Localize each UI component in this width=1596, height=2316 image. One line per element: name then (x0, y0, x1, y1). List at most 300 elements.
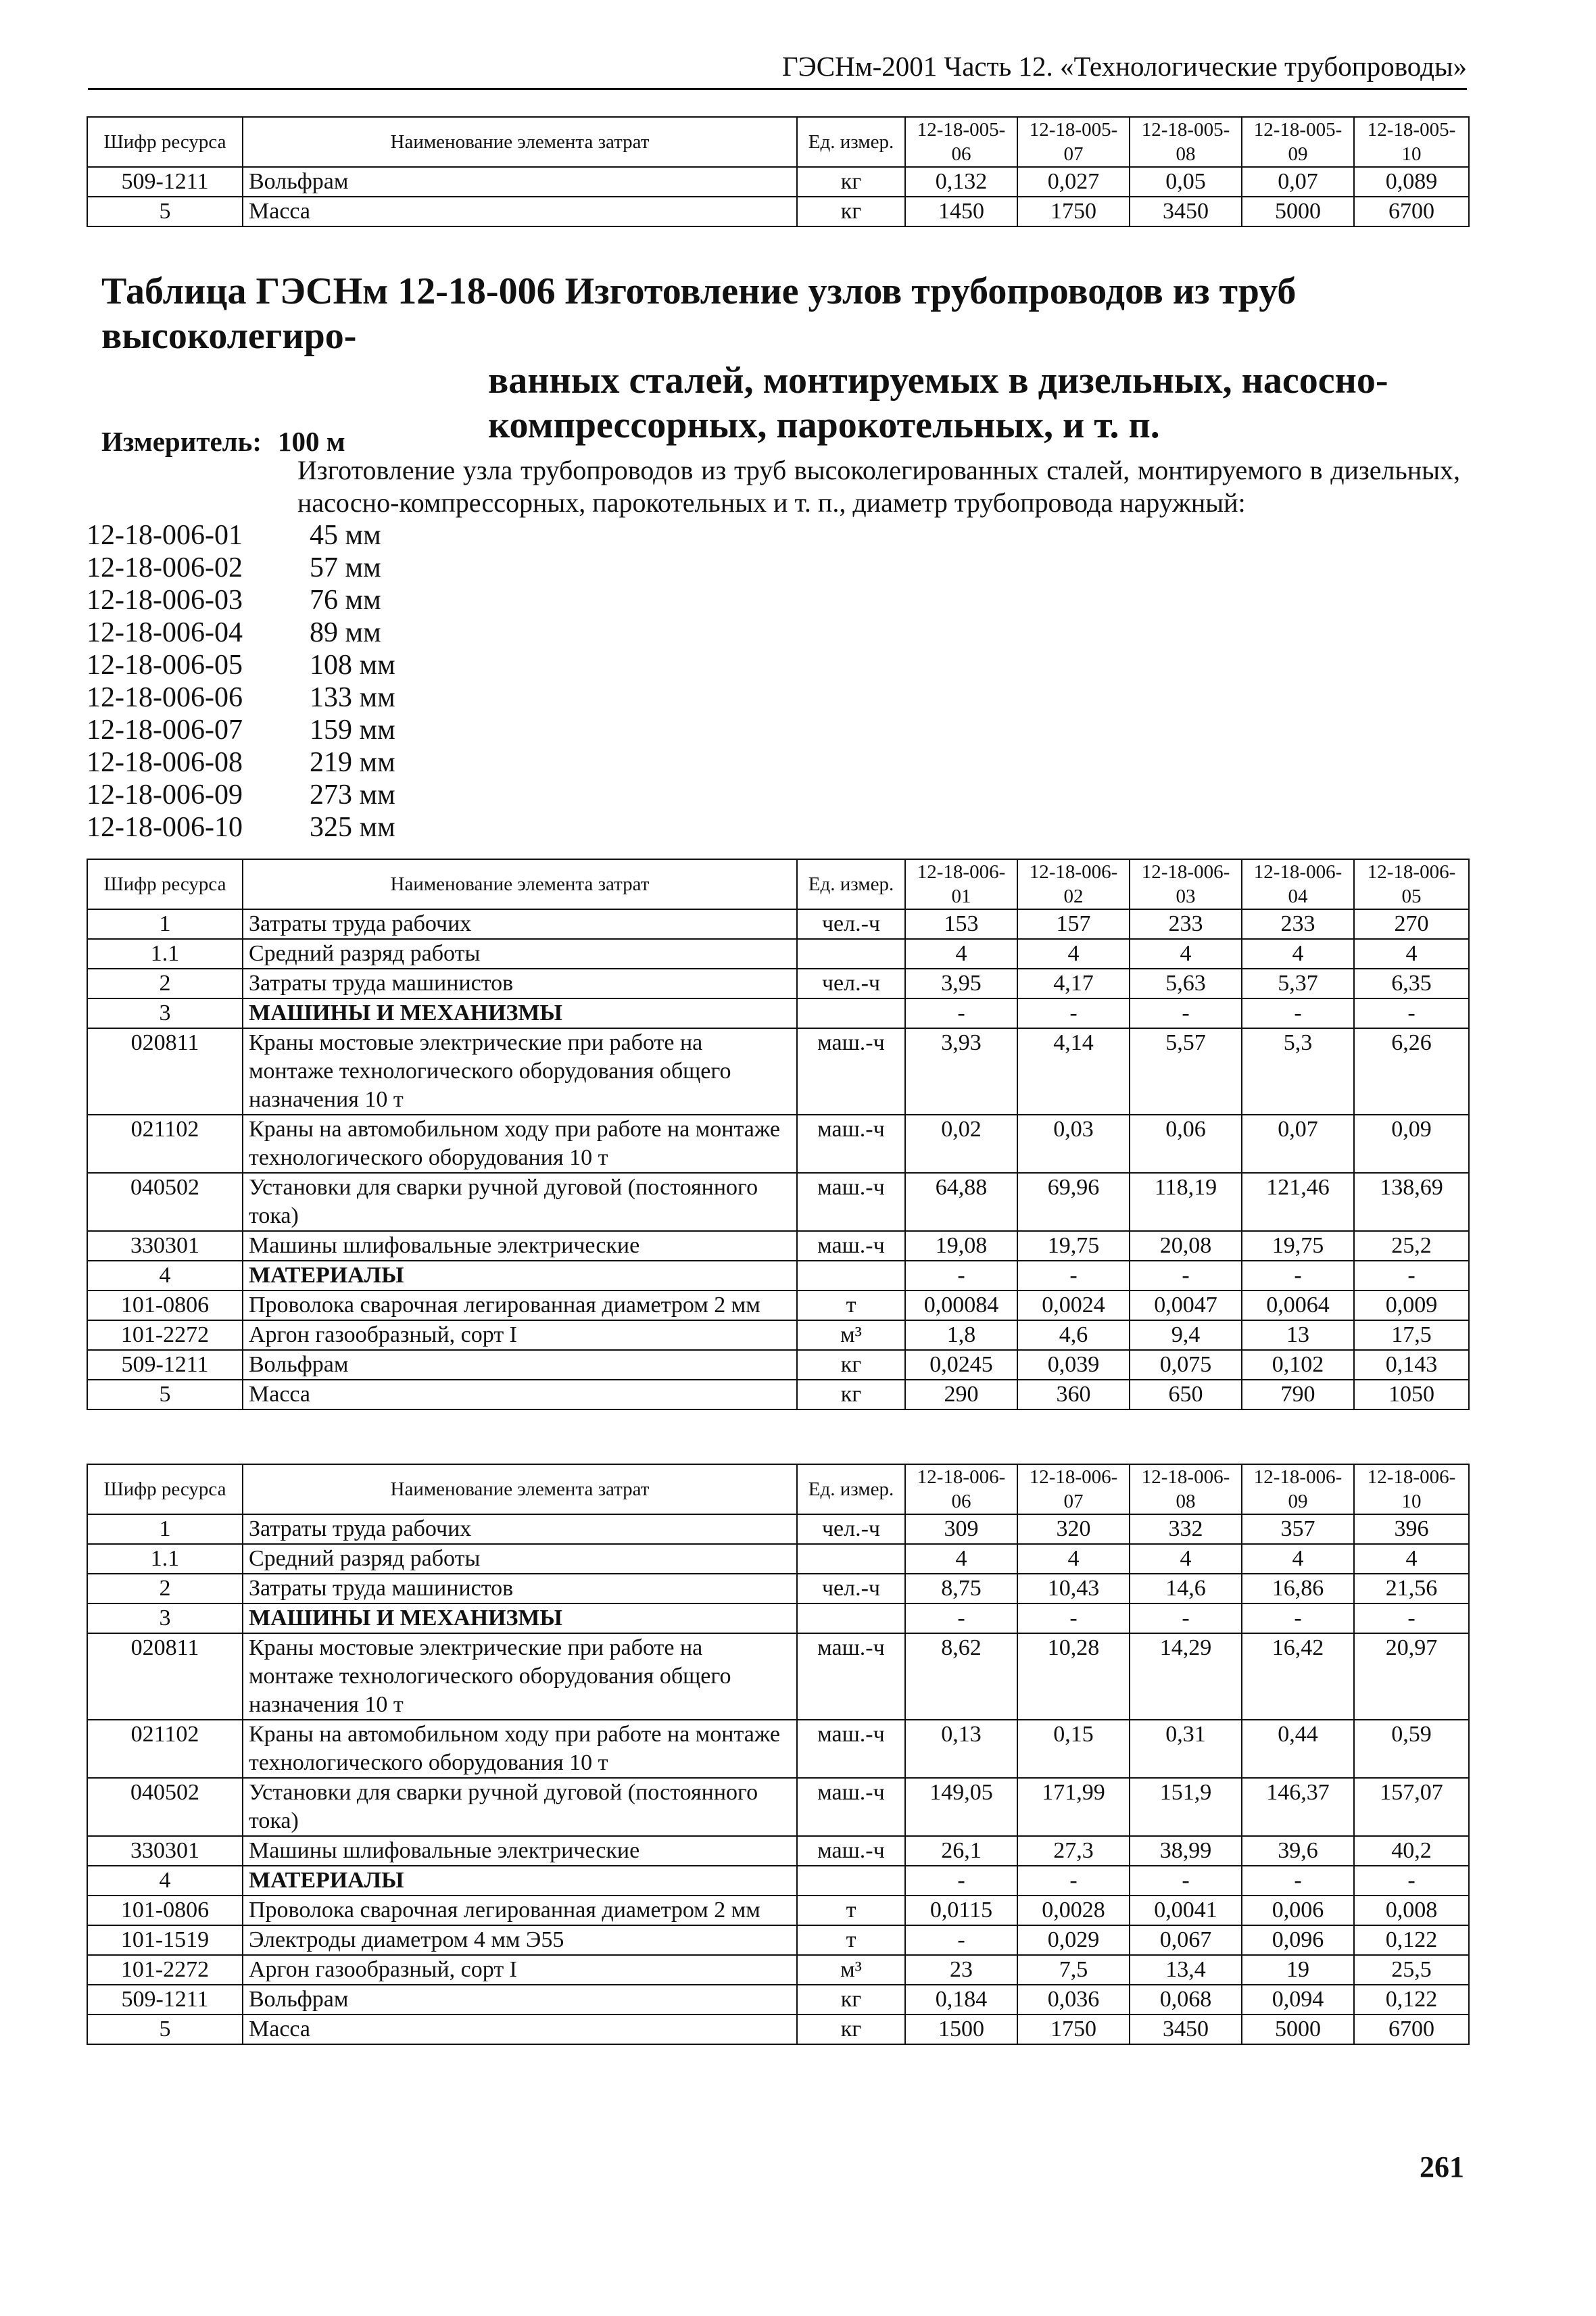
col-header-variant: 12-18-005-07 (1017, 117, 1130, 167)
resource-value: 17,5 (1354, 1320, 1469, 1350)
resource-name: МАШИНЫ И МЕХАНИЗМЫ (243, 1603, 797, 1633)
col-header-unit: Ед. измер. (797, 1464, 905, 1514)
variant-code: 12-18-006-03 (87, 585, 243, 616)
resource-value: 5,3 (1242, 1028, 1354, 1115)
resource-value: 5,37 (1242, 969, 1354, 998)
resource-value: 1750 (1017, 197, 1130, 226)
resource-code: 1.1 (87, 1544, 243, 1574)
resource-value: 9,4 (1130, 1320, 1242, 1350)
resource-value: 270 (1354, 909, 1469, 939)
resource-value: - (1130, 1866, 1242, 1896)
resource-name: Вольфрам (243, 1350, 797, 1380)
table-row (87, 1866, 1469, 1896)
resource-code: 1 (87, 1514, 243, 1544)
table-row (87, 998, 1469, 1028)
resource-value: 4 (1017, 939, 1130, 969)
resource-value: 396 (1354, 1514, 1469, 1544)
resource-unit (797, 998, 905, 1028)
resource-name: Масса (243, 1380, 797, 1409)
resource-code: 020811 (87, 1028, 243, 1115)
variant-item (87, 649, 395, 681)
resource-unit (797, 1544, 905, 1574)
variant-diameter: 273 мм (310, 779, 395, 811)
resource-code: 2 (87, 969, 243, 998)
table-row (87, 1603, 1469, 1633)
col-header-name: Наименование элемента затрат (243, 117, 797, 167)
resource-code: 101-2272 (87, 1320, 243, 1350)
resource-value: 357 (1242, 1514, 1354, 1544)
col-header-name: Наименование элемента затрат (243, 859, 797, 909)
table-row (87, 939, 1469, 969)
variant-item (87, 714, 395, 746)
resource-name: Краны мостовые электрические при работе на монтаже технологического оборудования общего назначения 10 т (243, 1633, 797, 1720)
resource-table-2 (87, 1464, 1470, 2045)
resource-code: 4 (87, 1866, 243, 1896)
table-row (87, 197, 1469, 226)
resource-unit: маш.-ч (797, 1836, 905, 1866)
resource-unit: маш.-ч (797, 1115, 905, 1173)
resource-value: 21,56 (1354, 1574, 1469, 1603)
resource-unit: кг (797, 167, 905, 197)
resource-value: - (1242, 998, 1354, 1028)
resource-name: Краны мостовые электрические при работе на монтаже технологического оборудования общего назначения 10 т (243, 1028, 797, 1115)
resource-value: 38,99 (1130, 1836, 1242, 1866)
resource-unit: кг (797, 2015, 905, 2044)
resource-value: 0,0115 (905, 1896, 1017, 1925)
resource-value: 4,17 (1017, 969, 1130, 998)
resource-value: 290 (905, 1380, 1017, 1409)
col-header-code: Шифр ресурса (87, 117, 243, 167)
variant-code: 12-18-006-10 (87, 812, 243, 843)
resource-name: Установки для сварки ручной дуговой (постоянного тока) (243, 1173, 797, 1231)
table-row (87, 1173, 1469, 1231)
resource-value: 0,132 (905, 167, 1017, 197)
resource-value: 0,096 (1242, 1925, 1354, 1955)
resource-name: Проволока сварочная легированная диаметром 2 мм (243, 1290, 797, 1320)
resource-value: 8,75 (905, 1574, 1017, 1603)
table-row (87, 1380, 1469, 1409)
resource-value: 0,089 (1354, 167, 1469, 197)
variant-code: 12-18-006-06 (87, 682, 243, 713)
resource-name: Затраты труда машинистов (243, 1574, 797, 1603)
resource-value: 320 (1017, 1514, 1130, 1544)
resource-value: 1750 (1017, 2015, 1130, 2044)
resource-value: 0,0028 (1017, 1896, 1130, 1925)
resource-value: 6700 (1354, 197, 1469, 226)
resource-value: - (1354, 998, 1469, 1028)
resource-name: Вольфрам (243, 167, 797, 197)
resource-value: 19,08 (905, 1231, 1017, 1261)
resource-code: 040502 (87, 1778, 243, 1836)
col-header-variant: 12-18-006-03 (1130, 859, 1242, 909)
resource-value: 0,59 (1354, 1720, 1469, 1778)
resource-value: 3,95 (905, 969, 1017, 998)
resource-value: 0,068 (1130, 1985, 1242, 2015)
resource-name: МАТЕРИАЛЫ (243, 1261, 797, 1290)
resource-code: 330301 (87, 1231, 243, 1261)
variant-item (87, 681, 395, 714)
variant-item (87, 746, 395, 779)
resource-value: 118,19 (1130, 1173, 1242, 1231)
page-number: 261 (1420, 2150, 1464, 2184)
table-row (87, 1320, 1469, 1350)
table-row (87, 1720, 1469, 1778)
variant-item (87, 811, 395, 844)
resource-value: 10,43 (1017, 1574, 1130, 1603)
resource-unit: маш.-ч (797, 1778, 905, 1836)
resource-value: 0,075 (1130, 1350, 1242, 1380)
resource-value: 5000 (1242, 197, 1354, 226)
resource-value: 4 (1242, 1544, 1354, 1574)
resource-unit: т (797, 1896, 905, 1925)
resource-code: 101-0806 (87, 1896, 243, 1925)
resource-value: 4 (1242, 939, 1354, 969)
resource-value: 0,143 (1354, 1350, 1469, 1380)
resource-code: 040502 (87, 1173, 243, 1231)
variant-diameter: 89 мм (310, 617, 381, 648)
resource-value: 138,69 (1354, 1173, 1469, 1231)
col-header-variant: 12-18-006-02 (1017, 859, 1130, 909)
resource-value: 4 (1354, 939, 1469, 969)
resource-value: 233 (1130, 909, 1242, 939)
col-header-variant: 12-18-005-09 (1242, 117, 1354, 167)
resource-code: 509-1211 (87, 167, 243, 197)
resource-name: Аргон газообразный, сорт I (243, 1955, 797, 1985)
col-header-variant: 12-18-006-05 (1354, 859, 1469, 909)
resource-value: - (1017, 1866, 1130, 1896)
resource-value: 6,26 (1354, 1028, 1469, 1115)
resource-unit: чел.-ч (797, 909, 905, 939)
table-row (87, 1544, 1469, 1574)
resource-value: 23 (905, 1955, 1017, 1985)
resource-value: - (1130, 1261, 1242, 1290)
resource-code: 509-1211 (87, 1350, 243, 1380)
col-header-variant: 12-18-005-06 (905, 117, 1017, 167)
variant-code: 12-18-006-02 (87, 552, 243, 583)
resource-value: 4 (1130, 939, 1242, 969)
resource-value: 0,0041 (1130, 1896, 1242, 1925)
resource-value: 26,1 (905, 1836, 1017, 1866)
resource-name: Масса (243, 197, 797, 226)
resource-unit: маш.-ч (797, 1231, 905, 1261)
resource-value: - (905, 1603, 1017, 1633)
resource-value: 0,067 (1130, 1925, 1242, 1955)
table-row (87, 909, 1469, 939)
resource-code: 3 (87, 1603, 243, 1633)
resource-value: - (1017, 998, 1130, 1028)
resource-value: 6700 (1354, 2015, 1469, 2044)
resource-code: 021102 (87, 1720, 243, 1778)
resource-value: 360 (1017, 1380, 1130, 1409)
resource-value: 0,039 (1017, 1350, 1130, 1380)
col-header-variant: 12-18-006-04 (1242, 859, 1354, 909)
resource-unit: чел.-ч (797, 969, 905, 998)
table-row (87, 1836, 1469, 1866)
variant-diameter: 108 мм (310, 650, 395, 681)
variant-code: 12-18-006-07 (87, 715, 243, 746)
col-header-variant: 12-18-006-10 (1354, 1464, 1469, 1514)
resource-value: 0,102 (1242, 1350, 1354, 1380)
resource-value: 8,62 (905, 1633, 1017, 1720)
resource-value: 64,88 (905, 1173, 1017, 1231)
resource-value: 3450 (1130, 2015, 1242, 2044)
table-row (87, 2015, 1469, 2044)
table-row (87, 1261, 1469, 1290)
resource-code: 5 (87, 2015, 243, 2044)
resource-value: 309 (905, 1514, 1017, 1544)
running-header: ГЭСНм-2001 Часть 12. «Технологические трубопроводы» (88, 49, 1467, 90)
resource-value: 69,96 (1017, 1173, 1130, 1231)
resource-value: 14,29 (1130, 1633, 1242, 1720)
resource-name: Установки для сварки ручной дуговой (постоянного тока) (243, 1778, 797, 1836)
resource-name: Проволока сварочная легированная диаметром 2 мм (243, 1896, 797, 1925)
resource-unit: кг (797, 1985, 905, 2015)
resource-value: 20,08 (1130, 1231, 1242, 1261)
table-row (87, 969, 1469, 998)
resource-value: - (1017, 1603, 1130, 1633)
resource-value: 233 (1242, 909, 1354, 939)
resource-value: - (905, 1261, 1017, 1290)
resource-value: 0,07 (1242, 1115, 1354, 1173)
resource-unit: чел.-ч (797, 1574, 905, 1603)
table-row (87, 1574, 1469, 1603)
resource-name: МАШИНЫ И МЕХАНИЗМЫ (243, 998, 797, 1028)
resource-value: 3450 (1130, 197, 1242, 226)
resource-value: 13 (1242, 1320, 1354, 1350)
variant-code: 12-18-006-08 (87, 747, 243, 778)
resource-value: 121,46 (1242, 1173, 1354, 1231)
resource-value: 1,8 (905, 1320, 1017, 1350)
variant-item (87, 617, 395, 649)
resource-value: 790 (1242, 1380, 1354, 1409)
variant-item (87, 584, 395, 617)
resource-unit: кг (797, 197, 905, 226)
resource-name: Вольфрам (243, 1985, 797, 2015)
resource-value: 0,03 (1017, 1115, 1130, 1173)
variant-diameter: 159 мм (310, 715, 395, 746)
resource-name: Затраты труда рабочих (243, 909, 797, 939)
resource-unit: м³ (797, 1320, 905, 1350)
resource-code: 101-0806 (87, 1290, 243, 1320)
resource-value: - (905, 998, 1017, 1028)
resource-value: 19,75 (1242, 1231, 1354, 1261)
resource-value: 4 (1017, 1544, 1130, 1574)
col-header-variant: 12-18-005-10 (1354, 117, 1469, 167)
resource-value: 0,13 (905, 1720, 1017, 1778)
resource-value: 16,42 (1242, 1633, 1354, 1720)
header-row (87, 859, 1469, 909)
resource-unit: кг (797, 1350, 905, 1380)
resource-value: - (1130, 998, 1242, 1028)
resource-value: 157,07 (1354, 1778, 1469, 1836)
resource-unit: маш.-ч (797, 1720, 905, 1778)
resource-value: 151,9 (1130, 1778, 1242, 1836)
resource-name: Средний разряд работы (243, 939, 797, 969)
resource-name: Машины шлифовальные электрические (243, 1231, 797, 1261)
resource-code: 5 (87, 197, 243, 226)
resource-value: 0,029 (1017, 1925, 1130, 1955)
resource-value: 13,4 (1130, 1955, 1242, 1985)
resource-value: 4 (905, 939, 1017, 969)
resource-value: 171,99 (1017, 1778, 1130, 1836)
resource-code: 020811 (87, 1633, 243, 1720)
resource-value: 1450 (905, 197, 1017, 226)
variant-diameter: 76 мм (310, 585, 381, 616)
resource-name: Краны на автомобильном ходу при работе на монтаже технологического оборудования 10 т (243, 1720, 797, 1778)
resource-value: 39,6 (1242, 1836, 1354, 1866)
resource-unit: м³ (797, 1955, 905, 1985)
table-row (87, 167, 1469, 197)
resource-value: - (1130, 1603, 1242, 1633)
resource-value: 25,2 (1354, 1231, 1469, 1261)
resource-value: 0,008 (1354, 1896, 1469, 1925)
resource-value: - (1242, 1866, 1354, 1896)
resource-value: 0,036 (1017, 1985, 1130, 2015)
resource-name: Аргон газообразный, сорт I (243, 1320, 797, 1350)
resource-code: 2 (87, 1574, 243, 1603)
resource-unit (797, 1866, 905, 1896)
resource-name: Электроды диаметром 4 мм Э55 (243, 1925, 797, 1955)
resource-value: 0,00084 (905, 1290, 1017, 1320)
resource-code: 3 (87, 998, 243, 1028)
resource-value: 6,35 (1354, 969, 1469, 998)
resource-value: 27,3 (1017, 1836, 1130, 1866)
resource-unit (797, 939, 905, 969)
col-header-name: Наименование элемента затрат (243, 1464, 797, 1514)
resource-value: 4 (1130, 1544, 1242, 1574)
resource-unit: чел.-ч (797, 1514, 905, 1544)
table-row (87, 1985, 1469, 2015)
variant-diameter: 219 мм (310, 747, 395, 778)
resource-value: 19 (1242, 1955, 1354, 1985)
resource-name: МАТЕРИАЛЫ (243, 1866, 797, 1896)
variant-item (87, 519, 395, 552)
variant-code: 12-18-006-04 (87, 617, 243, 648)
resource-unit: маш.-ч (797, 1633, 905, 1720)
header-row (87, 117, 1469, 167)
col-header-variant: 12-18-006-06 (905, 1464, 1017, 1514)
col-header-variant: 12-18-005-08 (1130, 117, 1242, 167)
resource-unit (797, 1603, 905, 1633)
description: Изготовление узла трубопроводов из труб высоколегированных сталей, монтируемого в дизельных, насосно-компрессорных, парокотельных и т. п., диаметр трубопровода наружный: (297, 455, 1460, 518)
resource-code: 021102 (87, 1115, 243, 1173)
resource-value: 146,37 (1242, 1778, 1354, 1836)
resource-code: 101-1519 (87, 1925, 243, 1955)
resource-unit (797, 1261, 905, 1290)
resource-value: 0,44 (1242, 1720, 1354, 1778)
title-line-2: ванных сталей, монтируемых в дизельных, насосно- (488, 360, 1388, 402)
table-row (87, 1290, 1469, 1320)
resource-value: 153 (905, 909, 1017, 939)
variant-item (87, 552, 395, 584)
resource-value: 1050 (1354, 1380, 1469, 1409)
resource-value: 40,2 (1354, 1836, 1469, 1866)
resource-value: - (1242, 1261, 1354, 1290)
col-header-variant: 12-18-006-08 (1130, 1464, 1242, 1514)
resource-value: 5,63 (1130, 969, 1242, 998)
resource-value: 332 (1130, 1514, 1242, 1544)
col-header-code: Шифр ресурса (87, 1464, 243, 1514)
resource-value: 0,0245 (905, 1350, 1017, 1380)
table-row (87, 1115, 1469, 1173)
resource-value: 16,86 (1242, 1574, 1354, 1603)
resource-value: 0,09 (1354, 1115, 1469, 1173)
resource-value: 20,97 (1354, 1633, 1469, 1720)
resource-value: 25,5 (1354, 1955, 1469, 1985)
resource-value: 5,57 (1130, 1028, 1242, 1115)
resource-name: Затраты труда рабочих (243, 1514, 797, 1544)
resource-value: 0,05 (1130, 167, 1242, 197)
resource-value: - (1017, 1261, 1130, 1290)
top-table (87, 116, 1470, 227)
resource-value: 0,009 (1354, 1290, 1469, 1320)
col-header-code: Шифр ресурса (87, 859, 243, 909)
table-row (87, 1028, 1469, 1115)
table-row (87, 1778, 1469, 1836)
table-row (87, 1231, 1469, 1261)
variant-diameter: 133 мм (310, 682, 395, 713)
resource-table-1 (87, 859, 1470, 1410)
resource-value: - (905, 1925, 1017, 1955)
variant-code: 12-18-006-09 (87, 779, 243, 811)
table-row (87, 1350, 1469, 1380)
resource-code: 5 (87, 1380, 243, 1409)
resource-value: - (1354, 1866, 1469, 1896)
col-header-variant: 12-18-006-01 (905, 859, 1017, 909)
resource-value: 0,0064 (1242, 1290, 1354, 1320)
title-line-1: Таблица ГЭСНм 12-18-006 Изготовление узлов трубопроводов из труб высоколегиро- (101, 270, 1297, 357)
resource-code: 4 (87, 1261, 243, 1290)
variant-diameter: 325 мм (310, 812, 395, 843)
variant-diameter: 45 мм (310, 520, 381, 551)
resource-value: 0,02 (905, 1115, 1017, 1173)
resource-code: 1.1 (87, 939, 243, 969)
resource-name: Затраты труда машинистов (243, 969, 797, 998)
resource-value: 0,0047 (1130, 1290, 1242, 1320)
table-row (87, 1896, 1469, 1925)
resource-value: 3,93 (905, 1028, 1017, 1115)
resource-value: 0,15 (1017, 1720, 1130, 1778)
resource-value: 0,094 (1242, 1985, 1354, 2015)
resource-code: 330301 (87, 1836, 243, 1866)
table-row (87, 1925, 1469, 1955)
title-line-3: компрессорных, парокотельных, и т. п. (488, 404, 1160, 446)
resource-value: 1500 (905, 2015, 1017, 2044)
resource-value: 650 (1130, 1380, 1242, 1409)
col-header-unit: Ед. измер. (797, 117, 905, 167)
resource-value: - (1354, 1603, 1469, 1633)
resource-value: 0,006 (1242, 1896, 1354, 1925)
col-header-variant: 12-18-006-07 (1017, 1464, 1130, 1514)
resource-value: 0,31 (1130, 1720, 1242, 1778)
resource-name: Масса (243, 2015, 797, 2044)
col-header-variant: 12-18-006-09 (1242, 1464, 1354, 1514)
variant-list (87, 519, 395, 844)
resource-value: - (1354, 1261, 1469, 1290)
col-header-unit: Ед. измер. (797, 859, 905, 909)
table-title (101, 269, 1480, 448)
resource-name: Средний разряд работы (243, 1544, 797, 1574)
resource-value: 14,6 (1130, 1574, 1242, 1603)
resource-value: 4 (905, 1544, 1017, 1574)
table-row (87, 1633, 1469, 1720)
variant-diameter: 57 мм (310, 552, 381, 583)
table-row (87, 1955, 1469, 1985)
resource-value: 4,6 (1017, 1320, 1130, 1350)
resource-value: 0,06 (1130, 1115, 1242, 1173)
resource-code: 1 (87, 909, 243, 939)
resource-value: 4,14 (1017, 1028, 1130, 1115)
